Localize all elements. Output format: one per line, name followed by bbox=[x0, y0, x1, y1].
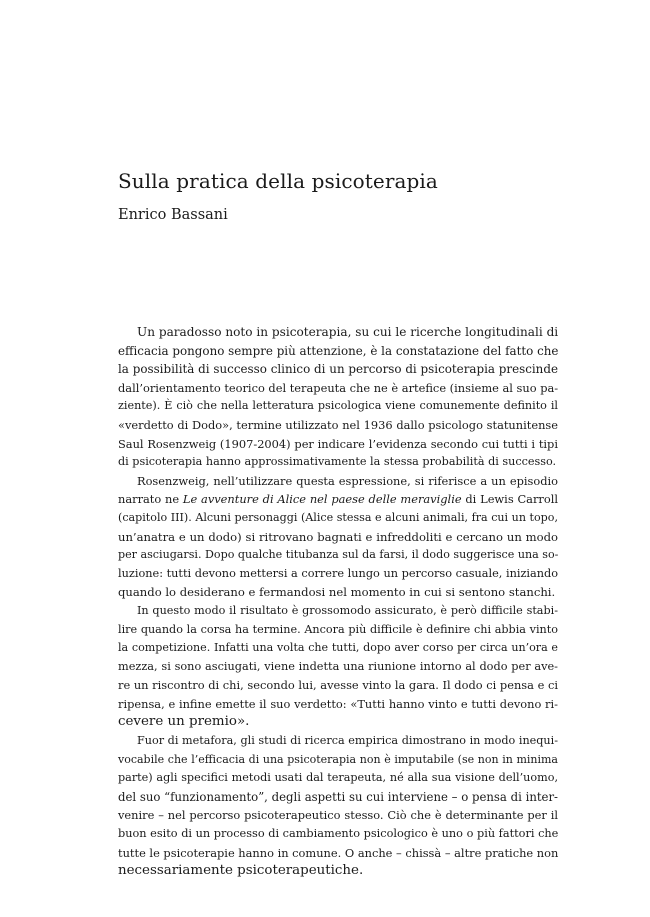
text-line: buon esito di un processo di cambiamento psicologico è uno o più fattori che bbox=[118, 827, 559, 841]
text-line: venire – nel percorso psicoterapeutico stesso. Ciò che è determinante per il bbox=[118, 808, 558, 823]
text-line: cevere un premio». bbox=[118, 714, 250, 730]
text-line: necessariamente psicoterapeutiche. bbox=[118, 863, 364, 879]
text-line: luzione: tutti devono mettersi a correre lungo un percorso casuale, iniziando bbox=[118, 566, 559, 580]
text-line: In questo modo il risultato è grossomodo assicurato, è però difficile stabi- bbox=[137, 603, 558, 617]
paragraph bbox=[118, 472, 558, 602]
text-line: Rosenzweig, nell’utilizzare questa espressione, si riferisce a un episodio bbox=[137, 473, 558, 488]
text-line: tutte le psicoterapie hanno in comune. O anche – chissà – altre pratiche non bbox=[118, 845, 559, 860]
text-line: re un riscontro di chi, secondo lui, avesse vinto la gara. Il dodo ci pensa e ci bbox=[118, 678, 558, 693]
text-segment: narrato ne bbox=[118, 492, 183, 507]
text-line: Un paradosso noto in psicoterapia, su cui le ricerche longitudinali di bbox=[137, 325, 559, 339]
text-segment: di Lewis Carroll bbox=[461, 492, 559, 507]
text-line: efficacia pongono sempre più attenzione, è la constatazione del fatto che bbox=[118, 343, 559, 358]
text-line: parte) agli specifici metodi usati dal terapeuta, né alla sua visione dell’uomo, bbox=[118, 771, 558, 785]
text-line: la possibilità di successo clinico di un percorso di psicoterapia prescinde bbox=[118, 362, 558, 377]
paragraph bbox=[118, 323, 558, 472]
text-line: un’anatra e un dodo) si ritrovano bagnati e infreddoliti e cercano un modo bbox=[118, 529, 558, 544]
paragraph bbox=[118, 602, 558, 732]
author-name: Enrico Bassani bbox=[118, 207, 228, 223]
book-title-italic: Le avventure di Alice nel paese delle meraviglie bbox=[182, 492, 462, 507]
text-line: del suo “funzionamento”, degli aspetti su cui interviene – o pensa di inter- bbox=[118, 789, 558, 804]
text-line: quando lo desiderano e fermandosi nel momento in cui si sentono stanchi. bbox=[118, 585, 556, 600]
text-line: (capitolo III). Alcuni personaggi (Alice stessa e alcuni animali, fra cui un topo, bbox=[118, 510, 558, 524]
text-line: la competizione. Infatti una volta che tutti, dopo aver corso per circa un’ora e bbox=[118, 641, 558, 655]
text-line: Saul Rosenzweig (1907-2004) per indicare l’evidenza secondo cui tutti i tipi bbox=[118, 436, 558, 451]
article-body bbox=[118, 323, 558, 881]
text-line: vocabile che l’efficacia di una psicoterapia non è imputabile (se non in minima bbox=[118, 752, 558, 766]
text-line: di psicoterapia hanno approssimativamente la stessa probabilità di successo. bbox=[118, 455, 557, 469]
text-line: dall’orientamento teorico del terapeuta che ne è artefice (insieme al suo pa- bbox=[118, 380, 559, 395]
text-line bbox=[118, 490, 558, 509]
paragraph bbox=[118, 732, 558, 881]
text-line: lire quando la corsa ha termine. Ancora più difficile è definire chi abbia vinto bbox=[118, 622, 558, 636]
chapter-title: Sulla pratica della psicoterapia bbox=[118, 169, 438, 193]
text-line: ripensa, e infine emette il suo verdetto: «Tutti hanno vinto e tutti devono ri- bbox=[118, 696, 558, 711]
text-line: per asciugarsi. Dopo qualche titubanza sul da farsi, il dodo suggerisce una so- bbox=[118, 548, 559, 562]
text-line: Fuor di metafora, gli studi di ricerca empirica dimostrano in modo inequi- bbox=[137, 734, 558, 748]
text-line: mezza, si sono asciugati, viene indetta una riunione intorno al dodo per ave- bbox=[118, 659, 558, 673]
text-line: «verdetto di Dodo», termine utilizzato nel 1936 dallo psicologo statunitense bbox=[118, 417, 558, 432]
text-line: ziente). È ciò che nella letteratura psicologica viene comunemente definito il bbox=[118, 399, 558, 413]
